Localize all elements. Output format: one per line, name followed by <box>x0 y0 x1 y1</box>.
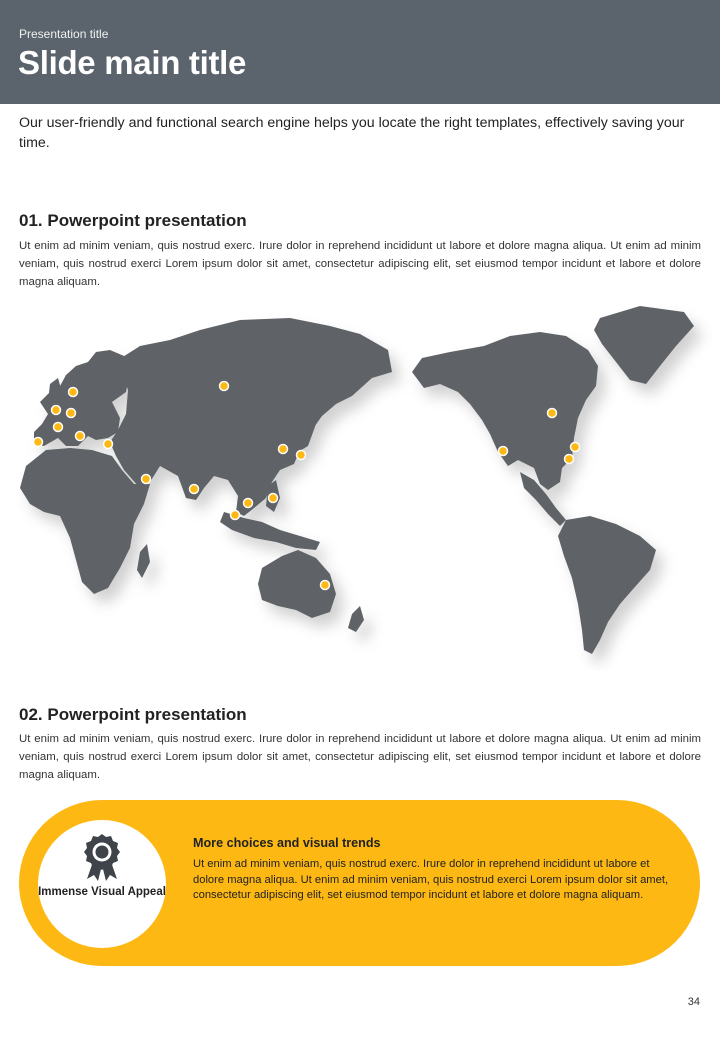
location-marker <box>231 511 240 520</box>
card-body: Ut enim ad minim veniam, quis nostrud exerc. Irure dolor in reprehend incididunt ut labore et dolore magna aliqua. Ut enim ad minim veniam, quis nostrud exerci Lorem ipsum dolor sit amet, consectetur adipiscing elit, set eiusmod tempor incidunt et labore et dolore magna aliquam. <box>193 858 669 901</box>
location-marker <box>34 438 43 447</box>
greenland-landmass <box>594 306 694 384</box>
location-marker <box>571 443 580 452</box>
section-1-body: Ut enim ad minim veniam, quis nostrud exerc. Irure dolor in reprehend incididunt ut labore et dolore magna aliqua. Ut enim ad minim veniam, quis nostrud exerci Lorem ipsum dolor sit amet, consectetur adipiscing elit, set eiusmod tempor incidunt et labore et dolore magna aliquam. <box>19 240 701 288</box>
south-america-landmass <box>558 516 656 654</box>
location-marker <box>76 432 85 441</box>
north-america-landmass <box>412 332 598 490</box>
slide-header <box>0 0 720 104</box>
section-2-title: 02. Powerpoint presentation <box>19 705 247 724</box>
location-marker <box>67 409 76 418</box>
page-number: 34 <box>687 996 700 1008</box>
award-ribbon-icon <box>83 833 121 883</box>
location-marker <box>279 445 288 454</box>
location-marker <box>244 499 253 508</box>
location-marker <box>548 409 557 418</box>
section-1-title: 01. Powerpoint presentation <box>19 211 247 230</box>
asia-landmass <box>110 318 392 516</box>
location-marker <box>54 423 63 432</box>
new-zealand-landmass <box>348 606 364 632</box>
intro-text: Our user-friendly and functional search engine helps you locate the right templates, effectively saving your time. <box>19 115 685 151</box>
madagascar-landmass <box>137 544 150 578</box>
slide-main-title: Slide main title <box>18 44 247 81</box>
location-marker <box>220 382 229 391</box>
location-marker <box>52 406 61 415</box>
location-marker <box>297 451 306 460</box>
location-marker <box>499 447 508 456</box>
location-marker <box>190 485 199 494</box>
location-marker <box>69 388 78 397</box>
location-marker <box>269 494 278 503</box>
presentation-title: Presentation title <box>19 27 109 41</box>
badge-label: Immense Visual Appeal <box>38 886 166 898</box>
location-marker <box>565 455 574 464</box>
feature-badge <box>38 820 166 948</box>
location-marker <box>321 581 330 590</box>
location-marker <box>104 440 113 449</box>
location-marker <box>142 475 151 484</box>
card-title: More choices and visual trends <box>193 836 381 850</box>
section-2-body: Ut enim ad minim veniam, quis nostrud exerc. Irure dolor in reprehend incididunt ut labore et dolore magna aliqua. Ut enim ad minim veniam, quis nostrud exerci Lorem ipsum dolor sit amet, consectetur adipiscing elit, set eiusmod tempor incidunt et labore et dolore magna aliquam. <box>19 733 701 781</box>
world-map <box>0 300 720 670</box>
